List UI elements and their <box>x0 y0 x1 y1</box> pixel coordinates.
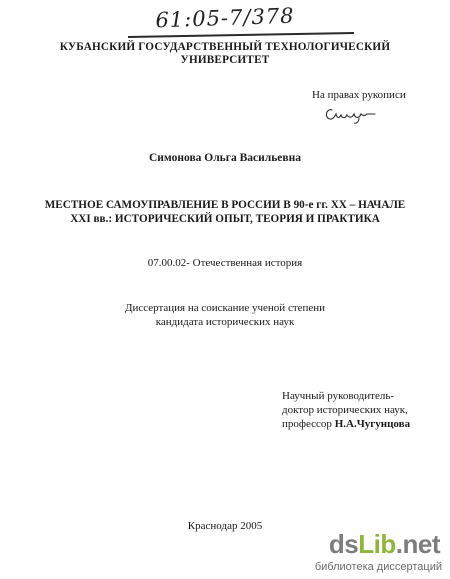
signature <box>323 104 385 126</box>
university-name-line2: УНИВЕРСИТЕТ <box>180 54 270 66</box>
dissertation-title-line2: XXI вв.: ИСТОРИЧЕСКИЙ ОПЫТ, ТЕОРИЯ И ПРАКТИКА <box>70 213 380 225</box>
supervisor-title <box>282 417 410 431</box>
dslib-watermark[interactable] <box>314 527 450 579</box>
stamp-underline <box>128 32 354 38</box>
logo-lib: Lib <box>358 529 396 559</box>
city-year: Краснодар 2005 <box>187 520 263 532</box>
degree-line2: кандидата исторических наук <box>155 316 295 328</box>
logo-net: .net <box>395 529 440 559</box>
university-name-line1: КУБАНСКИЙ ГОСУДАРСТВЕННЫЙ ТЕХНОЛОГИЧЕСКИЙ <box>59 41 391 53</box>
specialty-code: 07.00.02- Отечественная история <box>147 257 303 269</box>
supervisor-degree: доктор исторических наук, <box>282 404 408 416</box>
author-name: Симонова Ольга Васильевна <box>149 152 301 164</box>
rights-note: На правах рукописи <box>312 89 406 101</box>
supervisor-rank: профессор <box>282 418 335 430</box>
supervisor-role: Научный руководитель- <box>282 390 394 402</box>
dslib-logo <box>329 529 440 560</box>
archive-stamp: 61:05-7/378 <box>155 3 295 33</box>
watermark-subtitle: библиотека диссертаций <box>314 561 442 573</box>
supervisor-name: Н.А.Чугунцова <box>334 418 411 430</box>
dissertation-title-line1: МЕСТНОЕ САМОУПРАВЛЕНИЕ В РОССИИ В 90-е гг. XX – НАЧАЛЕ <box>44 199 406 211</box>
degree-line1: Диссертация на соискание ученой степени <box>124 302 326 314</box>
logo-ds: ds <box>328 529 359 559</box>
